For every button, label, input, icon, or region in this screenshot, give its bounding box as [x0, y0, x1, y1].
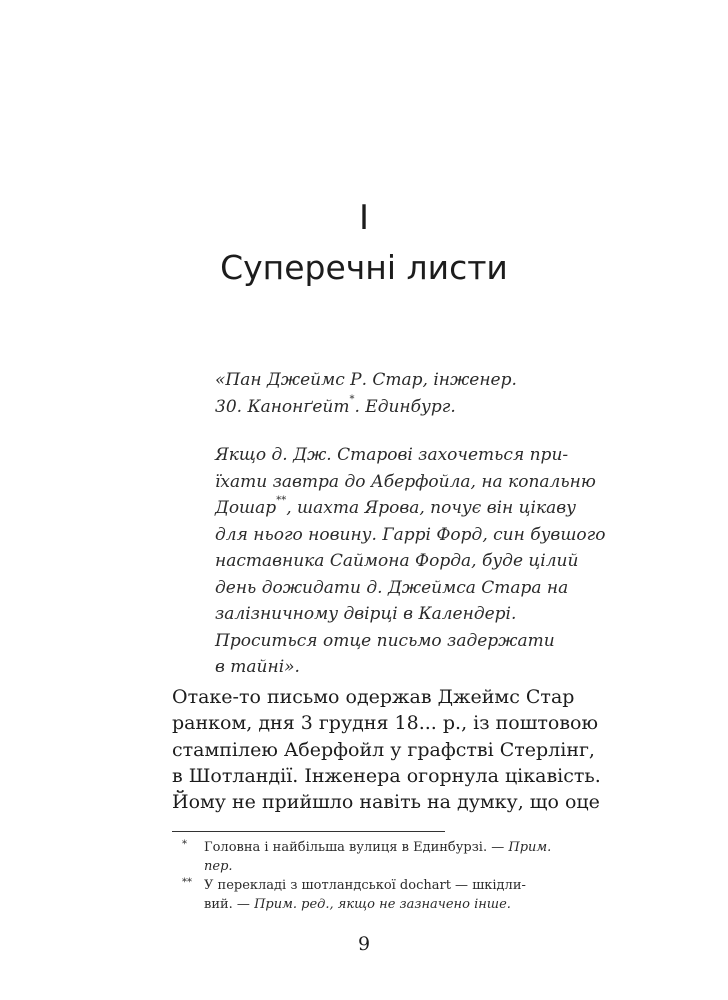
letter-line: залізничному двірці в Календері. — [215, 604, 517, 624]
footnote-text: Головна і найбільша вулиця в Единбурзі. — — [204, 840, 505, 855]
body-line: Йому не прийшло навіть на думку, що оце — [172, 791, 600, 814]
footnote — [172, 876, 562, 914]
chapter-number: I — [358, 198, 370, 238]
footnote-note: пер. — [204, 859, 233, 874]
footnote-text: У перекладі з шотландської dochart — шкідли- — [204, 878, 526, 893]
letter-line: Якщо д. Дж. Старові захочеться при- — [215, 445, 569, 465]
body-line: стампілею Аберфойл у графстві Стерлінг, — [172, 738, 595, 761]
letter-line: їхати завтра до Аберфойла, на копальню — [215, 471, 596, 492]
letter-line: Дошар**, шахта Ярова, почує він цікаву — [215, 495, 576, 518]
footnote-ref: * — [349, 393, 355, 405]
letter-line: Проситься отце письмо задержати — [215, 630, 555, 651]
letter-line: в тайні». — [215, 657, 300, 677]
letter-line: для нього новину. Гаррі Форд, син бувшого — [215, 524, 606, 545]
footnote — [172, 838, 562, 876]
letter-body — [215, 442, 606, 681]
body-line: Отаке-то письмо одержав Джеймс Стар — [172, 686, 575, 708]
footnote-text: вий. — — [204, 897, 250, 912]
letter-line: «Пан Джеймс Р. Стар, інженер. — [215, 370, 517, 390]
body-line: ранком, дня 3 грудня 18... р., із поштовою — [172, 712, 599, 735]
body-line: в Шотландії. Інженера огорнула цікавість. — [172, 764, 601, 787]
letter-line: день дожидати д. Джеймса Стара на — [215, 577, 569, 598]
letter-line: 30. Канонґейт*. Единбург. — [215, 393, 456, 417]
chapter-title: Суперечні листи — [220, 248, 508, 287]
footnote-ref: ** — [276, 495, 287, 506]
letter-heading — [215, 367, 533, 420]
footnote-marker: * — [182, 839, 187, 850]
footnote-note: Прим. ред., якщо не зазначено інше. — [254, 897, 511, 912]
letter-line: наставника Саймона Форда, буде цілий — [215, 551, 579, 571]
body-paragraph — [172, 684, 601, 815]
footnote-divider — [172, 831, 445, 832]
footnote-note: Прим. — [508, 840, 552, 855]
page-number: 9 — [357, 933, 371, 955]
footnote-marker: ** — [182, 877, 192, 888]
